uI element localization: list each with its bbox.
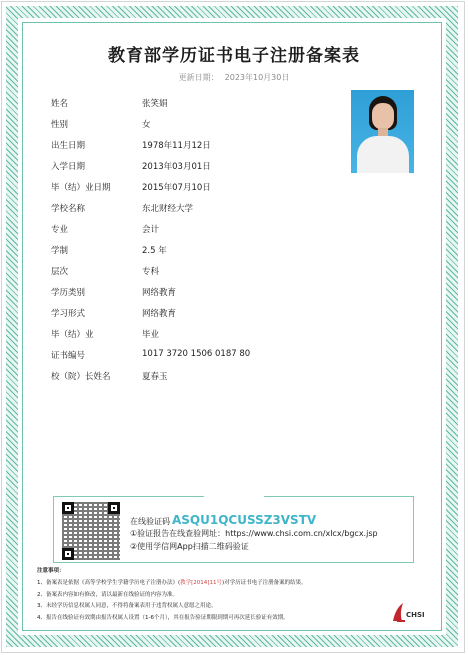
field-value: 东北财经大学: [142, 204, 194, 214]
field-value: 专科: [142, 267, 160, 277]
field-label: 性别: [51, 120, 69, 130]
field-value: 毕业: [142, 330, 160, 340]
photo-face: [372, 103, 394, 130]
update-label: 更新日期：: [178, 73, 219, 82]
field-label: 专业: [51, 225, 69, 235]
field-value: 2015年07月10日: [142, 183, 211, 193]
field-label: 学制: [51, 246, 69, 256]
note-text: )对学历证书电子注册备案的结果。: [221, 580, 307, 586]
field-value: 1978年11月12日: [142, 141, 211, 151]
field-label: 校（院）长姓名: [51, 372, 111, 382]
field-label: 学校名称: [51, 204, 86, 214]
photo-body: [357, 136, 409, 173]
notes-section: [37, 566, 417, 624]
document-title: 教育部学历证书电子注册备案表: [108, 46, 360, 66]
update-value: 2023年10月30日: [224, 73, 290, 82]
note-item: [37, 601, 417, 609]
field-value: 会计: [142, 225, 160, 235]
note-text: 2、备案表内容如有修改，请以最新在线验证的内容为准。: [37, 591, 179, 598]
field-label: 证书编号: [51, 351, 86, 361]
verification-url[interactable]: ①验证报告在线查验网址：https://www.chsi.com.cn/xlcx/bgcx.jsp: [130, 529, 378, 538]
note-text: 1、备案表是依据《高等学校学生学籍学历电子注册办法》(: [37, 580, 181, 586]
verification-box: [53, 496, 414, 563]
student-photo: [351, 90, 414, 173]
field-label: 姓名: [51, 99, 69, 109]
qr-finder: [108, 502, 120, 514]
field-value: 1017 3720 1506 0187 80: [142, 349, 251, 359]
qr-finder: [62, 548, 74, 560]
regulation-link[interactable]: 教学[2014]11号: [180, 580, 222, 586]
verification-code-line: [130, 513, 316, 527]
field-value: 张笑娟: [142, 99, 168, 109]
note-text: 3、未经学历信息权属人同意，不得将备案表用于违背权属人意愿之用途。: [37, 603, 217, 609]
field-value: 2.5 年: [142, 246, 167, 256]
update-date: [0, 72, 468, 83]
field-value: 2013年03月01日: [142, 162, 211, 172]
field-label: 学习形式: [51, 309, 86, 319]
note-item: [37, 590, 417, 598]
field-label: 毕（结）业日期: [51, 183, 111, 193]
field-label: 毕（结）业: [51, 330, 94, 340]
verification-code-label: 在线验证码: [130, 517, 170, 526]
field-value: 女: [142, 120, 151, 130]
field-value: 网络教育: [142, 309, 177, 319]
field-label: 入学日期: [51, 162, 86, 172]
chsi-logo-text: CHSI: [406, 611, 425, 619]
verification-code[interactable]: ASQU1QCUSSZ3VSTV: [172, 513, 317, 527]
field-label: 层次: [51, 267, 69, 277]
qr-finder: [62, 502, 74, 514]
box-notch: [204, 494, 264, 499]
note-text: 4、报告在线验证有效期由报告权属人设置（1-6个月），其在报告验证期限到期可再次延长验证有效期。: [37, 614, 289, 621]
notes-heading: 注意事项：: [37, 568, 65, 574]
field-label: 学历类别: [51, 288, 86, 298]
field-value: 网络教育: [142, 288, 177, 298]
field-label: 出生日期: [51, 141, 86, 151]
verification-app-hint: ②使用学信网App扫描二维码验证: [130, 542, 249, 551]
note-item: [37, 578, 417, 586]
qr-code-icon[interactable]: [62, 502, 120, 560]
field-value: 夏春玉: [142, 372, 168, 382]
note-item: [37, 613, 417, 621]
